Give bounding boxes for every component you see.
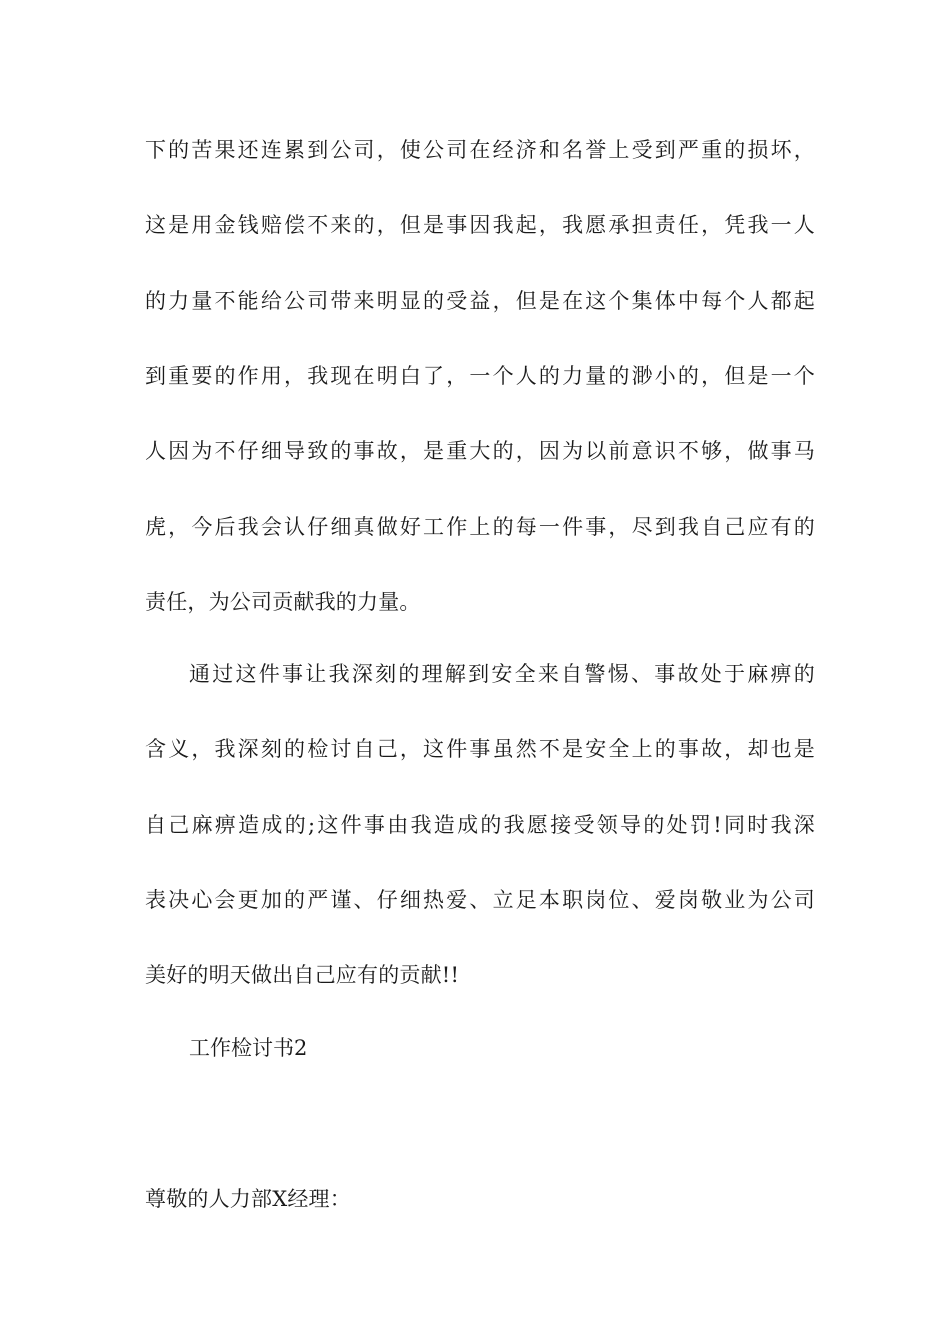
paragraph-1-line-6: 虎，今后我会认仔细真做好工作上的每一件事，尽到我自己应有的 [145,515,815,539]
paragraph-2-line-1: 通过这件事让我深刻的理解到安全来自警惕、事故处于麻痹的 [189,662,815,686]
salutation: 尊敬的人力部X经理： [145,1187,351,1211]
section-title: 工作检讨书2 [189,1036,308,1060]
paragraph-2-line-4: 表决心会更加的严谨、仔细热爱、立足本职岗位、爱岗敬业为公司 [145,888,815,912]
paragraph-2-line-2: 含义，我深刻的检讨自己，这件事虽然不是安全上的事故，却也是 [145,737,815,761]
paragraph-1-line-2: 这是用金钱赔偿不来的，但是事因我起，我愿承担责任，凭我一人 [145,213,815,237]
paragraph-2-line-5: 美好的明天做出自己应有的贡献!! [145,963,460,987]
paragraph-1-line-3: 的力量不能给公司带来明显的受益，但是在这个集体中每个人都起 [145,289,815,313]
paragraph-2-line-3: 自己麻痹造成的;这件事由我造成的我愿接受领导的处罚!同时我深 [145,813,815,837]
paragraph-1-line-5: 人因为不仔细导致的事故，是重大的，因为以前意识不够，做事马 [145,439,815,463]
paragraph-1-line-1: 下的苦果还连累到公司，使公司在经济和名誉上受到严重的损坏， [145,138,815,162]
paragraph-1-line-4: 到重要的作用，我现在明白了，一个人的力量的渺小的，但是一个 [145,364,815,388]
paragraph-1-line-7: 责任，为公司贡献我的力量。 [145,590,421,614]
